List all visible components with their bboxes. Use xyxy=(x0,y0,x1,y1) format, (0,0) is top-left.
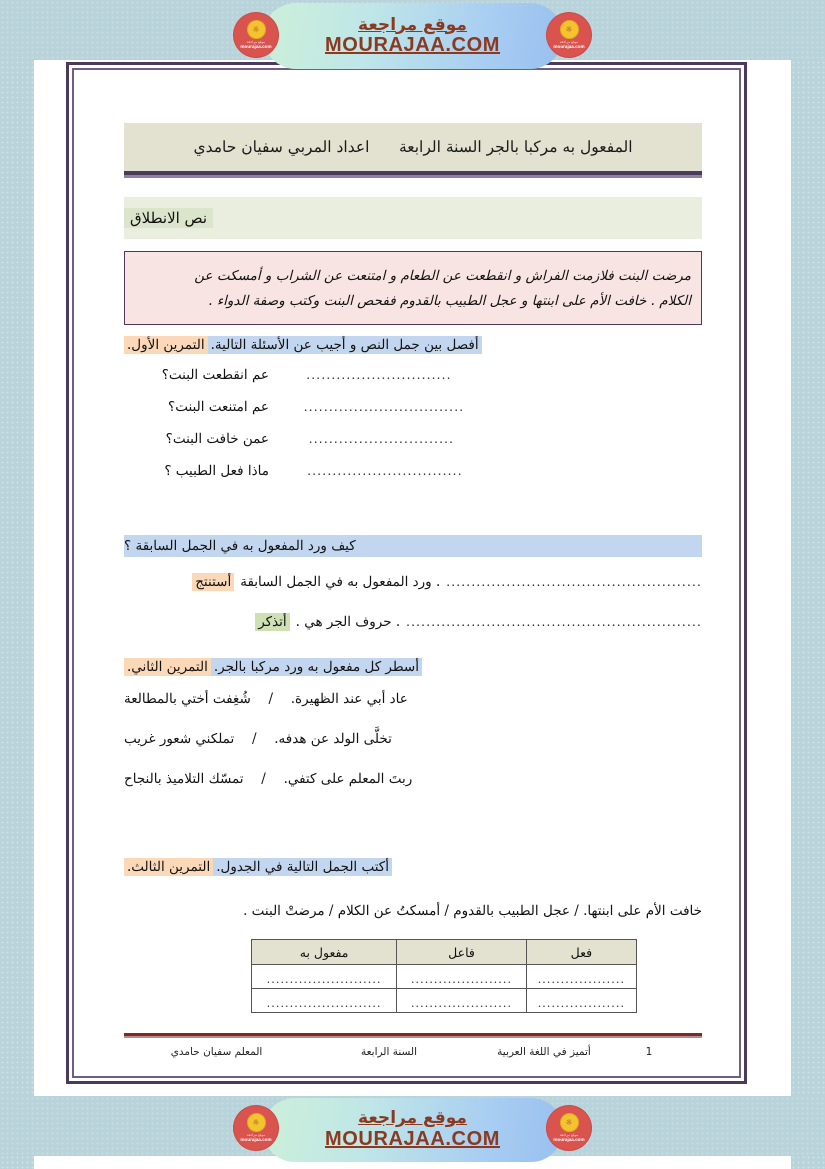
footer-level: السنة الرابعة xyxy=(360,1046,418,1058)
sentence-right: تمسّك التلاميذ بالنجاح xyxy=(124,771,244,787)
logo-badge-icon: ☼ xyxy=(560,20,579,39)
logo-badge-icon: ☼ xyxy=(560,1113,579,1132)
footer-page-number: 1 xyxy=(645,1046,653,1058)
reading-text-line-2: الكلام . خافت الأم على ابنتها و عجل الطبيب بالقدوم ففحص البنت وكتب وصفة الدواء . xyxy=(208,292,691,309)
page-footer xyxy=(124,1043,702,1061)
table-cell[interactable] xyxy=(526,989,636,1013)
table-cell[interactable] xyxy=(252,989,397,1013)
logo-arabic-text: موقع مراجعة xyxy=(559,1133,579,1138)
intro-band xyxy=(124,197,702,239)
remember-dots[interactable]: ........................................................... xyxy=(406,615,702,629)
question-text: عمن خافت البنت؟ xyxy=(165,431,269,447)
conclusion-label: أستنتج xyxy=(192,573,234,591)
sentence-separator: / xyxy=(251,731,257,747)
analysis-table xyxy=(251,939,637,1013)
cell-dots: ......................... xyxy=(266,997,382,1010)
mourajaa-logo-left-icon xyxy=(234,1106,278,1150)
promo-arabic-label: موقع مراجعة xyxy=(358,1108,467,1129)
rule-question-band xyxy=(124,535,702,557)
conclusion-dots[interactable]: ................................................... xyxy=(446,575,702,589)
logo-domain-text: mourajaa.com xyxy=(553,44,585,50)
sentence-left: تخلَّى الولد عن هدفه. xyxy=(274,731,392,747)
logo-badge-icon: ☼ xyxy=(247,1113,266,1132)
sentence-pair-row xyxy=(124,691,702,707)
title-divider xyxy=(124,171,702,178)
logo-domain-text: mourajaa.com xyxy=(240,1137,272,1143)
exercise3-label: التمرين الثالث. xyxy=(124,858,213,876)
sentence-left: ربتَ المعلم على كتفي. xyxy=(283,771,413,787)
exercise3-sentence: خافت الأم على ابنتها. / عجل الطبيب بالقدوم / أمسكتُ عن الكلام / مرضتْ البنت . xyxy=(243,903,702,919)
reading-text-line-1: مرضت البنت فلازمت الفراش و انقطعت عن الطعام و امتنعت عن الشراب و أمسكت عن xyxy=(194,267,691,284)
rule-question-text: كيف ورد المفعول به في الجمل السابقة ؟ xyxy=(124,538,356,554)
answer-dots[interactable]: ................................ xyxy=(303,400,465,414)
sentence-left: عاد أبي عند الظهيرة. xyxy=(290,691,408,707)
promo-arabic-label: موقع مراجعة xyxy=(358,14,467,35)
worksheet-page xyxy=(66,62,747,1084)
remember-text: . حروف الجر هي . xyxy=(295,614,401,630)
exercise1-instruction: أفصل بين جمل النص و أجيب عن الأسئلة التالية. xyxy=(208,336,482,354)
logo-domain-text: mourajaa.com xyxy=(240,44,272,50)
left-decorative-band xyxy=(0,0,34,1169)
question-text: عم انقطعت البنت؟ xyxy=(161,367,269,383)
worksheet-content xyxy=(69,65,744,1081)
question-row xyxy=(124,367,702,383)
exercise3-instruction: أكتب الجمل التالية في الجدول. xyxy=(213,858,392,876)
table-header-object: مفعول به xyxy=(252,940,397,965)
reading-text-box xyxy=(124,251,702,325)
table-cell[interactable] xyxy=(252,965,397,989)
remember-row xyxy=(69,613,702,631)
question-text: عم امتنعت البنت؟ xyxy=(168,399,269,415)
exercise3-heading xyxy=(124,857,702,877)
promo-domain-label: MOURAJAA.COM xyxy=(325,34,500,57)
logo-arabic-text: موقع مراجعة xyxy=(246,40,266,45)
answer-dots[interactable]: ............................. xyxy=(306,368,452,382)
cell-dots: ................... xyxy=(537,997,626,1010)
sentence-pair-row xyxy=(124,771,702,787)
conclusion-text: . ورد المفعول به في الجمل السابقة xyxy=(240,574,441,590)
table-row xyxy=(252,965,637,989)
promo-pill-bottom[interactable] xyxy=(263,1098,563,1162)
promo-banner-bottom xyxy=(0,1090,825,1169)
sentence-right: تملكني شعور غريب xyxy=(124,731,235,747)
conclusion-row xyxy=(69,573,702,591)
promo-pill-top[interactable] xyxy=(263,3,563,69)
answer-dots[interactable]: ............................... xyxy=(307,464,463,478)
intro-label: نص الانطلاق xyxy=(124,208,213,228)
footer-divider xyxy=(124,1033,702,1038)
table-cell[interactable] xyxy=(526,965,636,989)
question-text: ماذا فعل الطبيب ؟ xyxy=(164,463,269,479)
table-header-verb: فعل xyxy=(526,940,636,965)
table-row xyxy=(252,989,637,1013)
exercise2-instruction: أسطر كل مفعول به ورد مركبا بالجر. xyxy=(211,658,422,676)
sentence-right: شُغِفت أختي بالمطالعة xyxy=(124,691,251,707)
question-row xyxy=(124,463,702,479)
sentence-separator: / xyxy=(268,691,274,707)
logo-arabic-text: موقع مراجعة xyxy=(246,1133,266,1138)
sentence-pair-row xyxy=(124,731,702,747)
cell-dots: ...................... xyxy=(410,997,513,1010)
worksheet-title-bar xyxy=(124,123,702,171)
logo-arabic-text: موقع مراجعة xyxy=(559,40,579,45)
cell-dots: ...................... xyxy=(410,973,513,986)
right-decorative-band xyxy=(791,0,825,1169)
mourajaa-logo-right-icon xyxy=(547,13,591,57)
question-row xyxy=(124,431,702,447)
footer-teacher: المعلم سفيان حامدي xyxy=(170,1046,263,1058)
question-row xyxy=(124,399,702,415)
exercise1-label: التمرين الأول. xyxy=(124,336,208,354)
promo-banner-top xyxy=(0,0,825,72)
cell-dots: ................... xyxy=(537,973,626,986)
cell-dots: ......................... xyxy=(266,973,382,986)
answer-dots[interactable]: ............................. xyxy=(308,432,455,446)
promo-domain-label: MOURAJAA.COM xyxy=(325,1127,500,1150)
table-cell[interactable] xyxy=(397,989,527,1013)
logo-domain-text: mourajaa.com xyxy=(553,1137,585,1143)
exercise1-heading xyxy=(124,335,702,355)
remember-label: أتذكر xyxy=(255,613,289,631)
table-header-subject: فاعل xyxy=(397,940,527,965)
page-title: المفعول به مركبا بالجر السنة الرابعة اعداد المربي سفيان حامدي xyxy=(193,138,633,156)
exercise2-label: التمرين الثاني. xyxy=(124,658,211,676)
footer-subject: أتميز في اللغة العربية xyxy=(497,1046,591,1058)
mourajaa-logo-left-icon xyxy=(234,13,278,57)
logo-badge-icon: ☼ xyxy=(247,20,266,39)
table-header-row xyxy=(252,940,637,965)
sentence-separator: / xyxy=(261,771,266,787)
table-cell[interactable] xyxy=(397,965,527,989)
exercise2-heading xyxy=(124,657,702,677)
mourajaa-logo-right-icon xyxy=(547,1106,591,1150)
